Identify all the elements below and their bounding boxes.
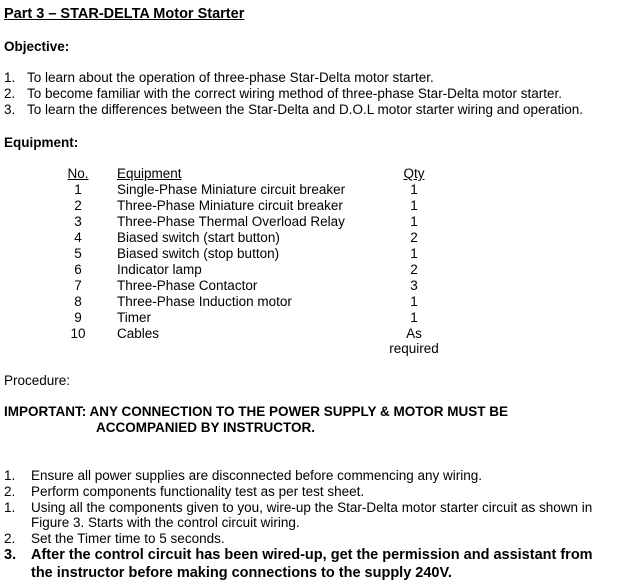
cell-equipment: Cables: [117, 326, 160, 341]
cell-qty: 2: [410, 230, 418, 245]
list-item: [0, 70, 644, 86]
table-row: [0, 230, 644, 246]
list-item: [0, 531, 644, 547]
table-row: [0, 262, 644, 278]
table-row: [0, 310, 644, 326]
list-text: To learn about the operation of three-phase Star-Delta motor starter.: [27, 70, 434, 85]
cell-qty: 1: [410, 310, 418, 325]
cell-no: 10: [70, 326, 86, 341]
list-text: the instructor before making connections to the supply 240V.: [31, 565, 452, 581]
page-title: Part 3 – STAR-DELTA Motor Starter: [4, 6, 245, 22]
cell-qty: As required: [389, 326, 439, 356]
list-text: Ensure all power supplies are disconnected before commencing any wiring.: [31, 468, 482, 483]
list-text: Figure 3. Starts with the control circuit wiring.: [31, 515, 300, 530]
list-item: [0, 468, 644, 484]
list-number: 3.: [4, 547, 17, 563]
cell-qty: 1: [410, 198, 418, 213]
list-number: 2.: [4, 484, 16, 499]
header-qty: Qty: [403, 166, 425, 181]
list-text: To become familiar with the correct wiring method of three-phase Star-Delta motor starter.: [27, 86, 562, 101]
cell-no: 1: [74, 182, 82, 197]
table-header: [0, 166, 644, 182]
cell-qty: 2: [410, 262, 418, 277]
table-row: [0, 278, 644, 294]
table-row: [0, 294, 644, 310]
cell-qty: 3: [410, 278, 418, 293]
cell-equipment: Timer: [117, 310, 151, 325]
table-row: [0, 214, 644, 230]
list-text: Set the Timer time to 5 seconds.: [31, 531, 225, 546]
cell-equipment: Indicator lamp: [117, 262, 202, 277]
cell-equipment: Three-Phase Induction motor: [117, 294, 292, 309]
cell-no: 6: [74, 262, 82, 277]
list-text: Perform components functionality test as per test sheet.: [31, 484, 365, 499]
table-row: [0, 198, 644, 214]
list-item: [0, 102, 644, 118]
cell-equipment: Three-Phase Thermal Overload Relay: [117, 214, 345, 229]
list-item-important: [0, 547, 644, 567]
cell-equipment: Three-Phase Contactor: [117, 278, 258, 293]
cell-equipment: Single-Phase Miniature circuit breaker: [117, 182, 346, 197]
cell-equipment: Biased switch (start button): [117, 230, 280, 245]
cell-no: 2: [74, 198, 82, 213]
cell-no: 9: [74, 310, 82, 325]
equipment-heading: Equipment:: [4, 135, 79, 150]
cell-qty: 1: [410, 246, 418, 261]
table-row: [0, 246, 644, 262]
list-text: Using all the components given to you, wire-up the Star-Delta motor starter circuit as shown in: [31, 500, 593, 515]
list-number: 2.: [4, 86, 16, 101]
cell-equipment: Three-Phase Miniature circuit breaker: [117, 198, 343, 213]
procedure-heading: Procedure:: [4, 373, 71, 388]
cell-no: 4: [74, 230, 82, 245]
list-item-continuation: [0, 515, 644, 531]
cell-qty: 1: [410, 214, 418, 229]
header-no: No.: [67, 166, 89, 181]
important-notice-line2: ACCOMPANIED BY INSTRUCTOR.: [96, 420, 316, 435]
cell-equipment: Biased switch (stop button): [117, 246, 280, 261]
objective-heading: Objective:: [4, 39, 70, 54]
cell-qty: 1: [410, 182, 418, 197]
table-row: [0, 182, 644, 198]
header-equipment: Equipment: [117, 166, 182, 181]
list-number: 2.: [4, 531, 16, 546]
list-number: 3.: [4, 102, 16, 117]
cell-no: 5: [74, 246, 82, 261]
cell-no: 7: [74, 278, 82, 293]
list-text: After the control circuit has been wired-up, get the permission and assistant from: [31, 547, 593, 563]
list-text: To learn the differences between the Star-Delta and D.O.L motor starter wiring and operation.: [27, 102, 584, 117]
cell-qty: 1: [410, 294, 418, 309]
list-number: 1.: [4, 500, 16, 515]
list-number: 1.: [4, 70, 16, 85]
list-item: [0, 86, 644, 102]
list-item: [0, 484, 644, 500]
important-notice-line1: IMPORTANT: ANY CONNECTION TO THE POWER SUPPLY & MOTOR MUST BE: [4, 404, 509, 419]
list-item: [0, 500, 644, 516]
list-number: 1.: [4, 468, 16, 483]
list-item-important-continuation: [0, 565, 644, 585]
cell-no: 8: [74, 294, 82, 309]
table-row: [0, 326, 644, 356]
cell-no: 3: [74, 214, 82, 229]
